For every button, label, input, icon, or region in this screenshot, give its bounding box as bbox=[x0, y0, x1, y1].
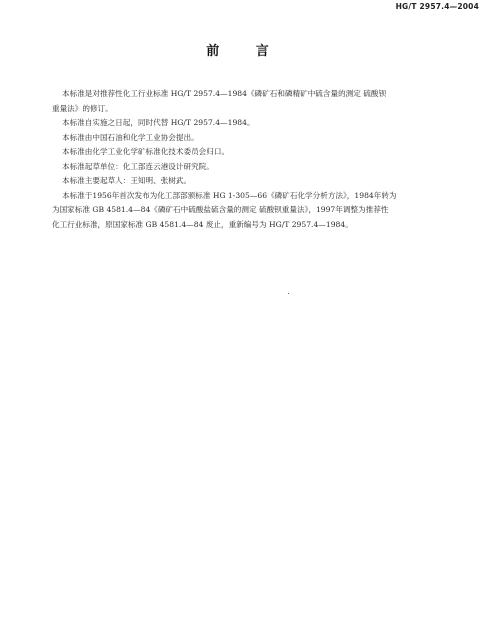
paragraph-line: 本标准于1956年首次发布为化工部部颁标准 HG 1-305—66《磷矿石化学分析方法》，1984年转为 bbox=[62, 190, 397, 200]
standard-code-header: HG/T 2957.4—2004 bbox=[395, 2, 479, 11]
paragraph-line: 本标准是对推荐性化工行业标准 HG/T 2957.4—1984《磷矿石和磷精矿中硫含量的测定 硫酸钡 bbox=[62, 89, 387, 98]
paragraph-drafters bbox=[62, 174, 447, 189]
paragraph-line: 本标准起草单位：化工部连云港设计研究院。 bbox=[62, 161, 214, 171]
paragraph-committee bbox=[62, 145, 447, 160]
paragraph-line: 本标准由化学工业化学矿标准化技术委员会归口。 bbox=[62, 147, 230, 156]
foreword-body bbox=[52, 87, 447, 232]
scan-speck bbox=[288, 293, 289, 294]
paragraph-proposer bbox=[62, 131, 447, 146]
paragraph-history bbox=[52, 189, 447, 233]
paragraph-revision bbox=[52, 87, 447, 116]
page-title: 前 言 bbox=[206, 44, 285, 59]
paragraph-line: 重量法》的修订。 bbox=[52, 103, 113, 113]
paragraph-drafting-unit bbox=[62, 160, 447, 175]
paragraph-line: 本标准由中国石油和化学工业协会提出。 bbox=[62, 132, 199, 142]
paragraph-line: 化工行业标准，原国家标准 GB 4581.4—84 废止，重新编号为 HG/T 2957.4—1984。 bbox=[52, 219, 353, 229]
paragraph-line: 本标准自实施之日起，同时代替 HG/T 2957.4—1984。 bbox=[62, 118, 255, 127]
paragraph-line: 本标准主要起草人：王知明、张树武。 bbox=[62, 176, 192, 185]
paragraph-replacement bbox=[62, 116, 447, 131]
paragraph-line: 为国家标准 GB 4581.4—84《磷矿石中硫酸盐硫含量的测定 硫酸钡重量法》，1997年调整为推荐性 bbox=[52, 205, 389, 214]
